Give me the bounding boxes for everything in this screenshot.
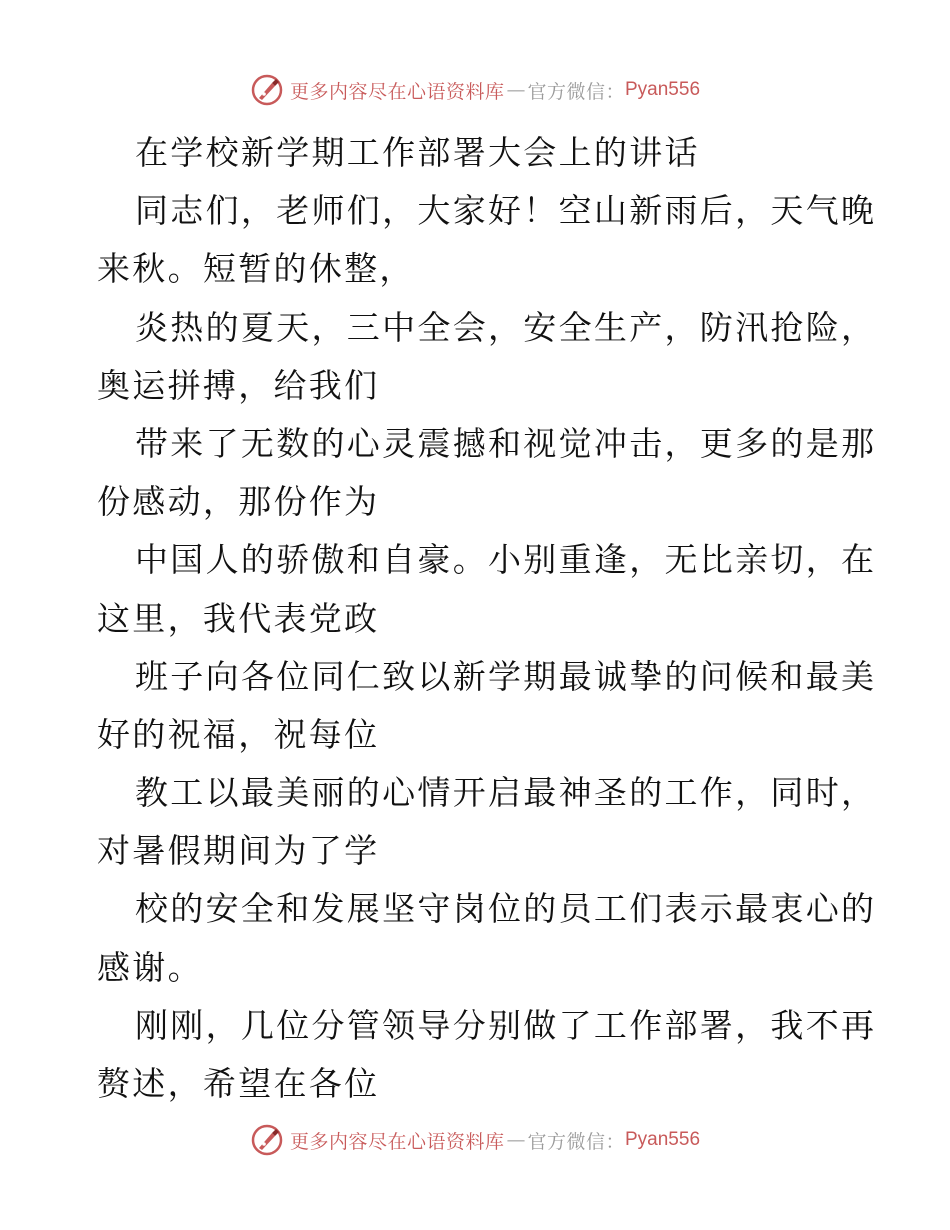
document-line: 奥运拼搏，给我们 xyxy=(97,365,380,405)
document-line: 感谢。 xyxy=(97,947,203,987)
banner-text: 更多内容尽在心语资料库 xyxy=(289,80,505,103)
document-line: 这里，我代表党政 xyxy=(97,598,380,638)
document-line: 带来了无数的心灵震撼和视觉冲击，更多的是那 xyxy=(135,423,877,463)
banner-text: 更多内容尽在心语资料库 xyxy=(289,1130,505,1153)
pen-nib-logo-icon xyxy=(250,73,284,107)
document-line: 炎热的夏天，三中全会，安全生产，防汛抢险， xyxy=(135,307,877,347)
document-line: 对暑假期间为了学 xyxy=(97,831,380,871)
document-line: 好的祝福，祝每位 xyxy=(97,714,380,754)
document-line: 中国人的骄傲和自豪。小别重逢，无比亲切，在 xyxy=(135,540,877,580)
document-line: 刚刚，几位分管领导分别做了工作部署，我不再 xyxy=(135,1005,877,1045)
banner-account-id: Pyan556 xyxy=(625,79,701,100)
banner-account-id: Pyan556 xyxy=(625,1129,701,1150)
footer-banner xyxy=(0,1118,950,1162)
document-line: 赘述，希望在各位 xyxy=(97,1064,380,1103)
banner-separator: — xyxy=(506,79,526,101)
document-body xyxy=(97,124,877,1113)
document-line: 在学校新学期工作部署大会上的讲话 xyxy=(135,133,700,172)
document-line: 同志们，老师们，大家好！空山新雨后，天气晚 xyxy=(135,191,877,231)
banner-account-label: 官方微信： xyxy=(527,80,625,103)
banner-account-label: 官方微信： xyxy=(527,1130,625,1153)
document-line: 班子向各位同仁致以新学期最诚挚的问候和最美 xyxy=(135,656,877,696)
document-line: 教工以最美丽的心情开启最神圣的工作，同时， xyxy=(135,773,877,813)
document-line: 份感动，那份作为 xyxy=(97,482,380,522)
banner-separator: — xyxy=(506,1129,526,1151)
document-line: 校的安全和发展坚守岗位的员工们表示最衷心的 xyxy=(135,889,877,929)
document-line: 来秋。短暂的休整， xyxy=(97,249,415,289)
pen-nib-logo-icon xyxy=(250,1123,284,1157)
header-banner xyxy=(0,68,950,112)
